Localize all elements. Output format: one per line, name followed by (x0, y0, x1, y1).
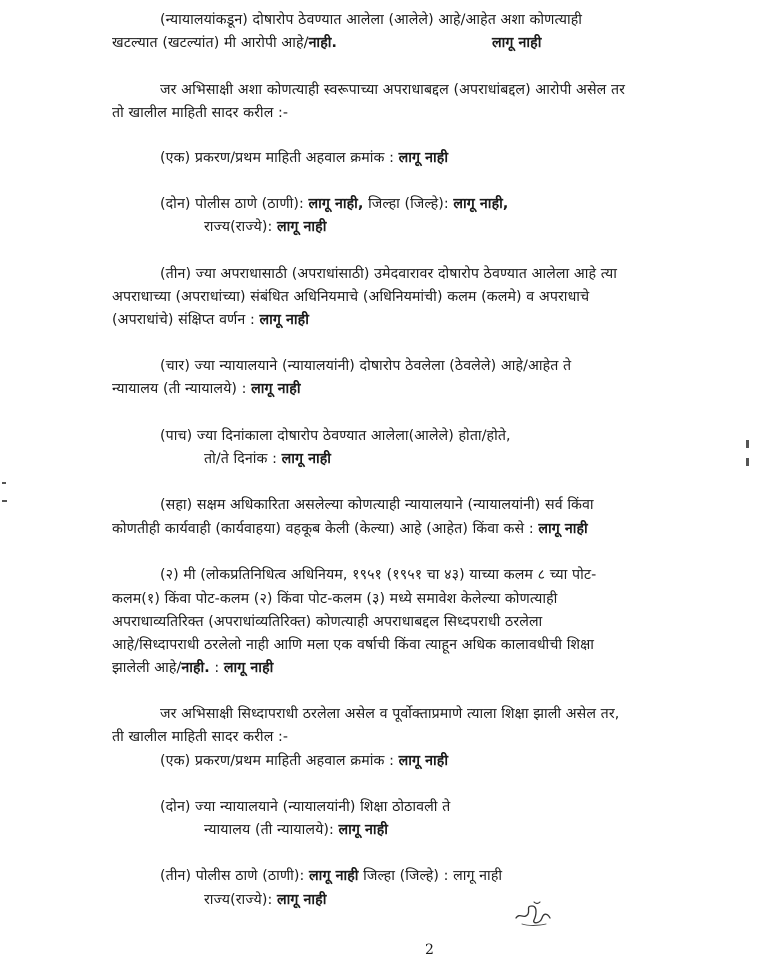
text-line: (पाच) ज्या दिनांकाला दोषारोप ठेवण्यात आलेला(आलेले) होता/होते, (160, 428, 511, 444)
text-line: (तीन) पोलीस ठाणे (ठाणी): लागू नाही जिल्हा (जिल्हे) : लागू नाही (160, 868, 503, 884)
text-line: (एक) प्रकरण/प्रथम माहिती अहवाल क्रमांक : लागू नाही (160, 753, 449, 769)
margin-mark (746, 440, 749, 448)
text-line: अपराधाच्या (अपराधांच्या) संबंधित अधिनियमाचे (अधिनियमांची) कलम (कलमे) व अपराधाचे (112, 289, 590, 305)
text-line: (चार) ज्या न्यायालयाने (न्यायालयांनी) दोषारोप ठेवलेला (ठेवलेले) आहे/आहेत ते (160, 358, 572, 374)
text-line: खटल्यात (खटल्यांत) मी आरोपी आहे/नाही. (112, 35, 338, 51)
text-line: अपराधाव्यतिरिक्त (अपराधांव्यतिरिक्त) कोणत्याही अपराधाबद्दल सिध्दपराधी ठरलेला (112, 614, 543, 630)
text-line: (अपराधांचे) संक्षिप्त वर्णन : लागू नाही (112, 312, 309, 328)
text-line: लागू नाही (492, 35, 542, 51)
text-line: (तीन) ज्या अपराधासाठी (अपराधांसाठी) उमेदवारावर दोषारोप ठेवण्यात आलेला आहे त्या (160, 266, 617, 282)
text-line: कलम(१) किंवा पोट-कलम (२) किंवा पोट-कलम (३) मध्ये समावेश केलेल्या कोणत्याही (112, 591, 558, 607)
text-line: कोणतीही कार्यवाही (कार्यवाहया) वहकूब केली (केल्या) आहे (आहेत) किंवा कसे : लागू नाही (112, 521, 588, 537)
text-line: आहे/सिध्दापराधी ठरलेलो नाही आणि मला एक वर्षाची किंवा त्याहून अधिक कालावधीची शिक्षा (112, 637, 595, 653)
text-line: न्यायालय (ती न्यायालये) : लागू नाही (112, 381, 301, 397)
text-line: राज्य(राज्ये): लागू नाही (204, 892, 327, 908)
page-number: 2 (425, 942, 434, 958)
text-line: ती खालील माहिती सादर करील :- (112, 729, 289, 745)
handwritten-signature (512, 898, 560, 930)
text-line: न्यायालय (ती न्यायालये): लागू नाही (204, 822, 389, 838)
text-line: (२) मी (लोकप्रतिनिधित्व अधिनियम, १९५१ (१९५१ चा ४३) याच्या कलम ८ च्या पोट- (160, 567, 597, 583)
text-line: (एक) प्रकरण/प्रथम माहिती अहवाल क्रमांक : लागू नाही (160, 150, 449, 166)
text-line: झालेली आहे/नाही. : लागू नाही (112, 660, 274, 676)
text-line: राज्य(राज्ये): लागू नाही (204, 219, 327, 235)
text-line: (न्यायालयांकडून) दोषारोप ठेवण्यात आलेला (आलेले) आहे/आहेत अशा कोणत्याही (160, 12, 583, 28)
text-line: जर अभिसाक्षी अशा कोणत्याही स्वरूपाच्या अपराधाबद्दल (अपराधांबद्दल) आरोपी असेल तर (160, 82, 626, 98)
text-line: जर अभिसाक्षी सिध्दापराधी ठरलेला असेल व पूर्वोक्ताप्रमाणे त्याला शिक्षा झाली असेल तर, (160, 706, 620, 722)
margin-mark (746, 458, 749, 466)
text-line: तो खालील माहिती सादर करील :- (112, 105, 289, 121)
text-line: (सहा) सक्षम अधिकारिता असलेल्या कोणत्याही न्यायालयाने (न्यायालयांनी) सर्व किंवा (160, 497, 594, 513)
text-line: तो/ते दिनांक : लागू नाही (204, 451, 332, 467)
text-line: (दोन) ज्या न्यायालयाने (न्यायालयांनी) शिक्षा ठोठावली ते (160, 799, 451, 815)
margin-mark (2, 500, 7, 502)
text-line: (दोन) पोलीस ठाणे (ठाणी): लागू नाही, जिल्हा (जिल्हे): लागू नाही, (160, 196, 509, 212)
margin-mark (2, 482, 6, 484)
